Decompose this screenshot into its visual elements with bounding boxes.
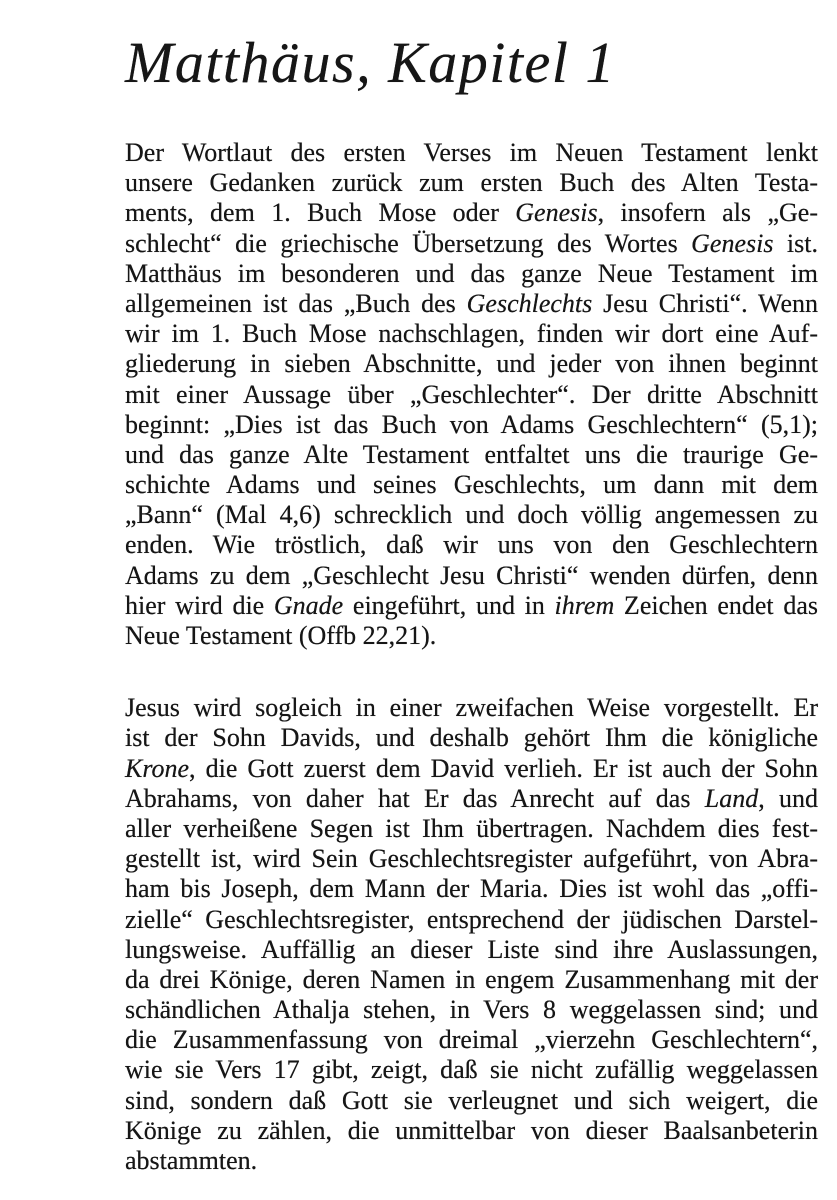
text-line: [125, 693, 818, 723]
text-segment: unsere Gedanken zurück zum ersten Buch des Alten Testa-: [125, 168, 818, 198]
text-line: [125, 289, 818, 319]
text-segment: Zeichen endet das: [614, 590, 818, 620]
italic-text-segment: ihrem: [554, 590, 615, 620]
text-line: [125, 138, 818, 168]
text-line: [125, 319, 818, 349]
text-segment: gliederung in sieben Abschnitte, und jeder von ihnen beginnt: [125, 349, 818, 379]
text-segment: abstammten.: [125, 1146, 258, 1175]
text-line: [125, 530, 818, 560]
text-line: [125, 168, 818, 198]
text-line: [125, 380, 818, 410]
text-line: [125, 198, 818, 228]
text-line: [125, 470, 818, 500]
text-line: [125, 440, 818, 470]
text-segment: enden. Wie tröstlich, daß wir uns von den Geschlechtern: [125, 530, 818, 560]
text-segment: ist der Sohn Davids, und deshalb gehört Ihm die königliche: [125, 723, 818, 753]
text-segment: gestellt ist, wird Sein Geschlechtsregister aufgeführt, von Abra-: [125, 844, 818, 874]
text-segment: Neue Testament (Offb 22,21).: [125, 621, 437, 650]
text-segment: wir im 1. Buch Mose nachschlagen, finden wir dort eine Auf-: [125, 319, 818, 349]
text-segment: Adams zu dem „Geschlecht Jesu Christi“ wenden dürfen, denn: [125, 560, 818, 590]
text-line: [125, 965, 818, 995]
text-segment: aller verheißene Segen ist Ihm übertragen. Nachdem dies fest-: [125, 813, 818, 843]
text-segment: allgemeinen ist das „Buch des: [125, 288, 467, 318]
text-segment: schlecht“ die griechische Übersetzung des Wortes: [125, 228, 692, 258]
text-block: [125, 138, 818, 1176]
text-line: [125, 561, 818, 591]
text-line: [125, 259, 818, 289]
text-line: [125, 723, 818, 753]
text-segment: Jesus wird sogleich in einer zweifachen Weise vorgestellt. Er: [125, 693, 818, 723]
text-line: [125, 621, 818, 651]
text-line: [125, 784, 818, 814]
paragraph: [125, 693, 818, 1176]
text-segment: sind, sondern daß Gott sie verleugnet und sich weigert, die: [125, 1085, 818, 1115]
text-segment: , und: [758, 783, 818, 813]
text-segment: lungsweise. Auffällig an dieser Liste sind ihre Auslassungen,: [125, 934, 818, 964]
text-segment: Abrahams, von daher hat Er das Anrecht auf das: [125, 783, 705, 813]
text-segment: eingeführt, und in: [343, 590, 555, 620]
text-segment: ments, dem 1. Buch Mose oder: [125, 198, 516, 228]
text-segment: die Zusammenfassung von dreimal „vierzehn Geschlechtern“,: [125, 1025, 818, 1055]
chapter-title: Matthäus, Kapitel 1: [125, 30, 616, 95]
italic-text-segment: Geschlechts: [466, 288, 593, 318]
italic-text-segment: Gnade: [273, 590, 344, 620]
text-segment: , insofern als „Ge-: [597, 198, 818, 228]
text-segment: da drei Könige, deren Namen in engem Zusammenhang mit der: [125, 964, 818, 994]
text-segment: ist.: [773, 228, 818, 258]
text-segment: Könige zu zählen, die unmittelbar von dieser Baalsanbeterin: [125, 1115, 818, 1145]
text-segment: hier wird die: [125, 590, 274, 620]
italic-text-segment: Genesis: [691, 228, 774, 258]
text-segment: Jesu Christi“. Wenn: [592, 288, 818, 318]
text-line: [125, 410, 818, 440]
text-line: [125, 1025, 818, 1055]
text-line: [125, 1116, 818, 1146]
text-segment: wie sie Vers 17 gibt, zeigt, daß sie nicht zufällig weggelassen: [125, 1055, 818, 1085]
italic-text-segment: Land: [704, 783, 759, 813]
text-segment: ham bis Joseph, dem Mann der Maria. Dies ist wohl das „offi-: [125, 874, 818, 904]
text-line: [125, 995, 818, 1025]
italic-text-segment: Genesis: [515, 198, 598, 228]
text-line: [125, 591, 818, 621]
text-line: [125, 844, 818, 874]
text-segment: zielle“ Geschlechtsregister, entsprechend der jüdischen Darstel-: [125, 904, 818, 934]
text-line: [125, 500, 818, 530]
text-segment: Der Wortlaut des ersten Verses im Neuen Testament lenkt: [125, 138, 818, 167]
text-segment: schichte Adams und seines Geschlechts, um dann mit dem: [125, 470, 818, 500]
text-line: [125, 905, 818, 935]
italic-text-segment: Krone: [125, 753, 190, 783]
text-segment: mit einer Aussage über „Geschlechter“. Der dritte Abschnitt: [125, 379, 818, 409]
text-segment: „Bann“ (Mal 4,6) schrecklich und doch völlig angemessen zu: [125, 500, 818, 530]
text-line: [125, 874, 818, 904]
text-line: [125, 1086, 818, 1116]
text-line: [125, 1055, 818, 1085]
text-line: [125, 229, 818, 259]
text-line: [125, 935, 818, 965]
text-line: [125, 1146, 818, 1176]
text-line: [125, 814, 818, 844]
text-line: [125, 754, 818, 784]
text-segment: , die Gott zuerst dem David verlieh. Er ist auch der Sohn: [189, 753, 818, 783]
text-segment: und das ganze Alte Testament entfaltet uns die traurige Ge-: [125, 439, 818, 469]
text-segment: beginnt: „Dies ist das Buch von Adams Geschlechtern“ (5,1);: [125, 409, 818, 439]
text-line: [125, 349, 818, 379]
paragraph: [125, 138, 818, 651]
text-segment: schändlichen Athalja stehen, in Vers 8 weggelassen sind; und: [125, 995, 818, 1025]
text-segment: Matthäus im besonderen und das ganze Neue Testament im: [125, 258, 818, 288]
